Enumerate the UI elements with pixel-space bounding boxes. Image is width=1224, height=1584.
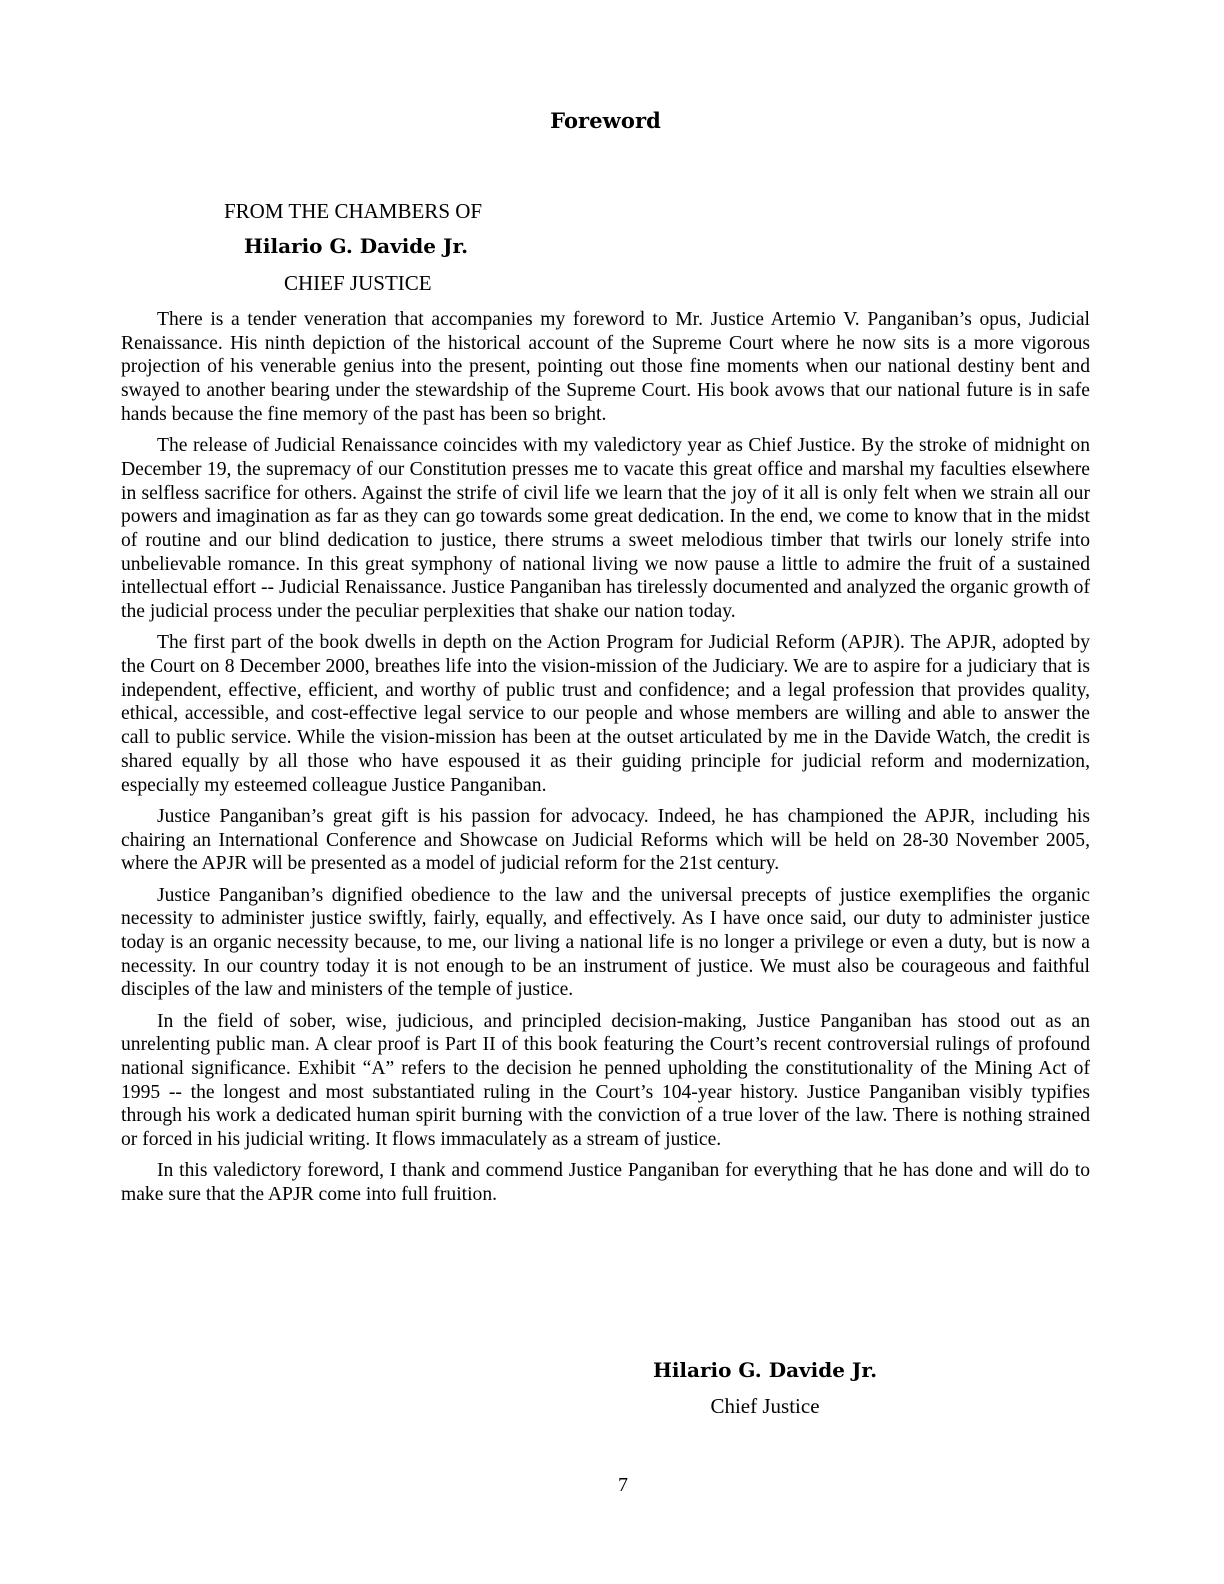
paragraph-5: Justice Panganiban’s dignified obedience to the law and the universal precepts of justice exemplifies the organic necessity to administer justice swiftly, fairly, equally, and effectively. As I have once said, our duty to administer justice today is an organic necessity because, to me, our living a national life is no longer a privilege or even a duty, but is now a necessity. In our country today it is not enough to be an instrument of justice. We must also be courageous and faithful disciples of the law and ministers of the temple of justice. — [121, 884, 1090, 1001]
paragraph-2: The release of Judicial Renaissance coincides with my valedictory year as Chief Justice. By the stroke of midnight on December 19, the supremacy of our Constitution presses me to vacate this great office and marshal my faculties elsewhere in selfless sacrifice for others. Against the strife of civil life we learn that the joy of it all is only felt when we strain all our powers and imagination as far as they can go towards some great dedication. In the end, we come to know that in the midst of routine and our blind dedication to justice, there strums a sweet melodious timber that twirls our lonely strife into unbelievable romance. In this great symphony of national living we now pause a little to admire the fruit of a sustained intellectual effort -- Judicial Renaissance. Justice Panganiban has tirelessly documented and analyzed the organic growth of the judicial process under the peculiar perplexities that shake our nation today. — [121, 435, 1090, 623]
chambers-header — [224, 198, 514, 295]
page-number: 7 — [618, 1474, 628, 1496]
paragraph-3: The first part of the book dwells in depth on the Action Program for Judicial Reform (APJR). The APJR, adopted by the Court on 8 December 2000, breathes life into the vision-mission of the Judiciary. We are to aspire for a judiciary that is independent, effective, efficient, and worthy of public trust and confidence; and a legal profession that provides quality, ethical, accessible, and cost-effective legal service to our people and whose members are willing and able to answer the call to public service. While the vision-mission has been at the outset articulated by me in the Davide Watch, the credit is shared equally by all those who have espoused it as their guiding principle for judicial reform and modernization, especially my esteemed colleague Justice Panganiban. — [121, 632, 1090, 796]
chambers-position: CHIEF JUSTICE — [284, 271, 432, 295]
signature-block — [620, 1358, 910, 1419]
chambers-from-label: FROM THE CHAMBERS OF — [224, 199, 483, 223]
paragraph-7: In this valedictory foreword, I thank and commend Justice Panganiban for everything that he has done and will do to make sure that the APJR come into full fruition. — [121, 1160, 1090, 1206]
page-title: Foreword — [550, 108, 661, 133]
paragraph-1: There is a tender veneration that accompanies my foreword to Mr. Justice Artemio V. Panganiban’s opus, Judicial Renaissance. His ninth depiction of the historical account of the Supreme Court where he now sits is a more vigorous projection of his venerable genius into the present, pointing out those fine moments when our national destiny bent and swayed to another bearing under the stewardship of the Supreme Court. His book avows that our national future is in safe hands because the fine memory of the past has been so bright. — [121, 309, 1090, 425]
signature-name: Hilario G. Davide Jr. — [652, 1358, 878, 1382]
signature-role: Chief Justice — [710, 1394, 820, 1418]
foreword-body — [121, 308, 1090, 1214]
chambers-name: Hilario G. Davide Jr. — [244, 234, 469, 258]
paragraph-6: In the field of sober, wise, judicious, and principled decision-making, Justice Panganiban has stood out as an unrelenting public man. A clear proof is Part II of this book featuring the Court’s recent controversial rulings of profound national significance. Exhibit “A” refers to the decision he penned upholding the constitutionality of the Mining Act of 1995 -- the longest and most substantiated ruling in the Court’s 104-year history. Justice Panganiban visibly typifies through his work a dedicated human spirit burning with the conviction of a true lover of the law. There is nothing strained or forced in his judicial writing. It flows immaculately as a stream of justice. — [121, 1010, 1090, 1151]
paragraph-4: Justice Panganiban’s great gift is his passion for advocacy. Indeed, he has championed the APJR, including his chairing an International Conference and Showcase on Judicial Reforms which will be held on 28-30 November 2005, where the APJR will be presented as a model of judicial reform for the 21st century. — [121, 805, 1090, 875]
